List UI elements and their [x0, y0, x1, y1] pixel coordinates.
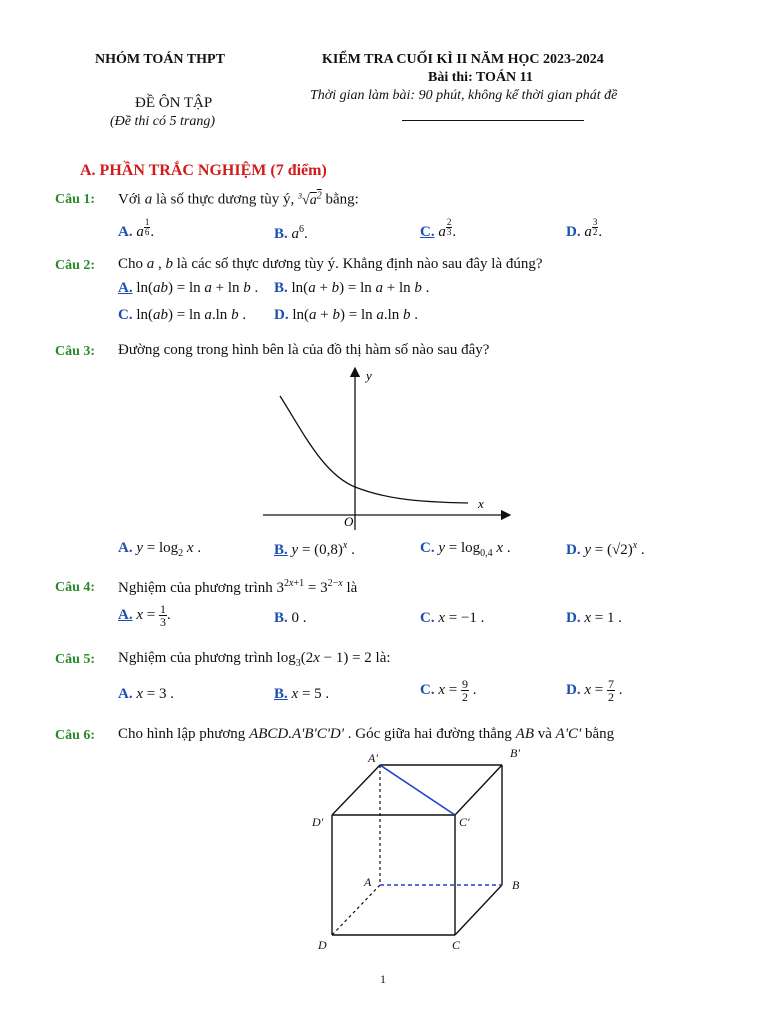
- header-rule: [402, 120, 584, 121]
- page-count: (Đề thi có 5 trang): [110, 114, 215, 129]
- option-b[interactable]: B. $a^6$.: [274, 224, 308, 242]
- label-d: D: [318, 938, 327, 952]
- question-text: Cho hình lập phương ABCD.A'B'C'D' . Góc giữa hai đường thẳng AB và A'C' bằng: [118, 726, 615, 742]
- option-a[interactable]: A. x = 3 .: [118, 686, 174, 702]
- option-b[interactable]: B. x = 5 .: [274, 686, 330, 702]
- x-axis-label: x: [478, 496, 484, 511]
- page-number: 1: [380, 972, 386, 986]
- label-d-prime: D': [312, 815, 324, 829]
- option-d[interactable]: D. $y = (√2)^x$ .: [566, 540, 645, 558]
- option-c[interactable]: C. $y = \log_{0,4} x$ .: [420, 540, 511, 559]
- question-label: Câu 5:: [55, 652, 96, 667]
- label-b-prime: B': [510, 746, 520, 760]
- exam-time: Thời gian làm bài: 90 phút, không kể thời gian phát đề: [310, 88, 618, 103]
- option-c[interactable]: C. x = $\frac{9}{2}$ .: [420, 677, 477, 704]
- option-a[interactable]: A. a $^{\frac{1}{6}}$ .: [118, 217, 155, 240]
- cube-figure: [300, 745, 540, 960]
- y-axis-label: y: [366, 368, 372, 383]
- option-b[interactable]: B. ln(a + b) = ln a + ln b .: [274, 280, 430, 296]
- label-c: C: [452, 938, 461, 952]
- question-text: Với a là số thực dương tùy ý, $^3√a^2$ bằng:: [118, 190, 359, 208]
- question-label: Câu 3:: [55, 344, 96, 359]
- question-text: Cho a , b là các số thực dương tùy ý. Khẳng định nào sau đây là đúng?: [118, 256, 543, 272]
- label-b: B: [512, 878, 520, 892]
- option-d[interactable]: D. x = $\frac{7}{2}$ .: [566, 677, 623, 704]
- option-d[interactable]: D. a $^{\frac{3}{2}}$ .: [566, 217, 603, 240]
- question-label: Câu 2:: [55, 258, 96, 273]
- diagonal-a-prime-c-prime: [380, 765, 455, 815]
- label-c-prime: C': [459, 815, 470, 829]
- option-d[interactable]: D. ln(a + b) = ln a.ln b .: [274, 307, 419, 323]
- section-a-title: A. PHẦN TRẮC NGHIỆM (7 điểm): [80, 162, 327, 179]
- option-c[interactable]: C. a $^{\frac{2}{3}}$ .: [420, 217, 457, 240]
- option-a[interactable]: A. ln(ab) = ln a + ln b .: [118, 280, 259, 296]
- question-text: Đường cong trong hình bên là của đồ thị hàm số nào sau đây?: [118, 342, 490, 358]
- question-text: Nghiệm của phương trình $\log_3(2x - 1) = 2$ là:: [118, 650, 391, 669]
- option-a[interactable]: A. x = $\frac{1}{3}$ .: [118, 602, 171, 629]
- exam-subject: Bài thi: TOÁN 11: [428, 70, 533, 85]
- exam-title: KIỂM TRA CUỐI KÌ II NĂM HỌC 2023-2024: [322, 52, 604, 67]
- question-label: Câu 6:: [55, 728, 96, 743]
- label-a-prime: A': [368, 751, 378, 765]
- option-c[interactable]: C. ln(ab) = ln a.ln b .: [118, 307, 247, 323]
- graph-curve: [280, 396, 468, 503]
- option-a[interactable]: A. $y = \log_2 x$ .: [118, 540, 202, 559]
- question-label: Câu 4:: [55, 580, 96, 595]
- origin-label: O: [344, 514, 354, 529]
- option-d[interactable]: D. x = 1 .: [566, 610, 622, 626]
- school-group: NHÓM TOÁN THPT: [95, 52, 225, 67]
- question-label: Câu 1:: [55, 192, 96, 207]
- label-a: A: [364, 875, 372, 889]
- question-text: Nghiệm của phương trình $3^{2x+1} = 3^{2-x}$ là: [118, 578, 358, 596]
- exponential-graph: [258, 362, 518, 532]
- option-b[interactable]: B. $y = (0,8)^x$ .: [274, 540, 355, 558]
- option-c[interactable]: C. x = −1 .: [420, 610, 485, 626]
- review-title: ĐỀ ÔN TẬP: [135, 95, 213, 111]
- option-b[interactable]: B. 0 .: [274, 610, 307, 626]
